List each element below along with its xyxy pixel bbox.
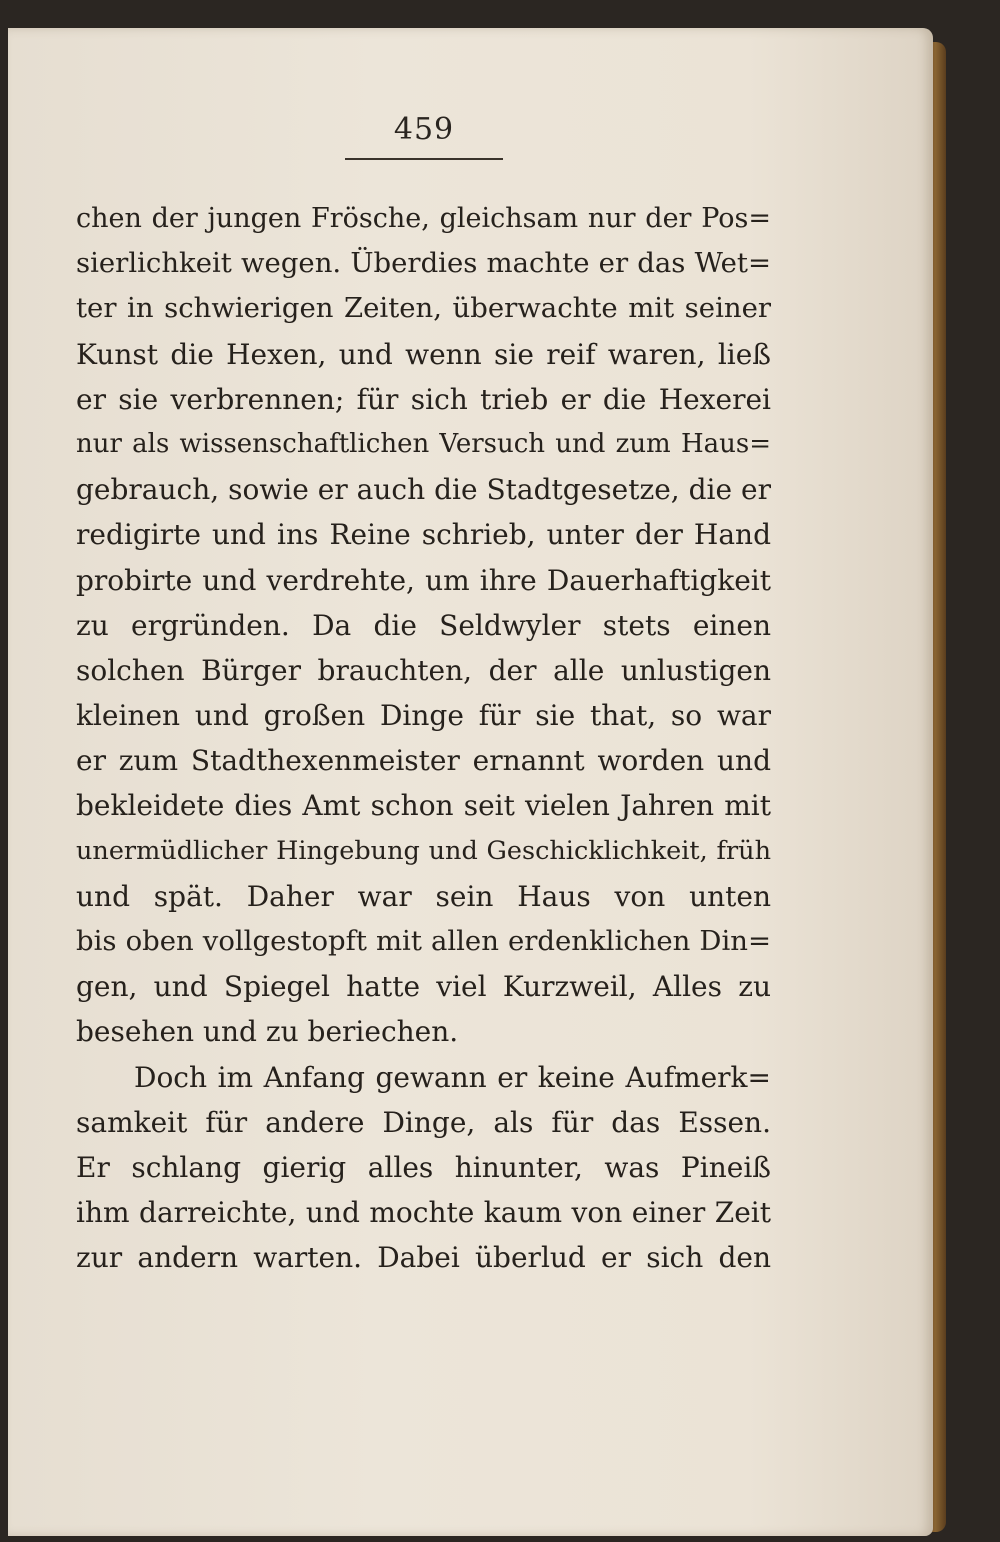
text-line: zu ergründen. Da die Seldwyler stets einen <box>76 608 771 642</box>
text-line: Er schlang gierig alles hinunter, was Pineiß <box>76 1150 771 1184</box>
text-line: Doch im Anfang gewann er keine Aufmerk= <box>134 1060 771 1094</box>
text-line: bis oben vollgestopft mit allen erdenklichen Din= <box>76 925 771 957</box>
text-line: er sie verbrennen; für sich trieb er die Hexerei <box>76 382 771 416</box>
text-line: redigirte und ins Reine schrieb, unter der Hand <box>76 518 771 552</box>
text-line: bekleidete dies Amt schon seit vielen Jahren mit <box>76 789 771 823</box>
text-line: besehen und zu beriechen. <box>76 1015 459 1049</box>
header-rule <box>345 158 503 160</box>
text-line: chen der jungen Frösche, gleichsam nur der Pos= <box>76 203 771 234</box>
text-line: er zum Stadthexenmeister ernannt worden und <box>76 744 771 778</box>
text-line: solchen Bürger brauchten, der alle unlustigen <box>76 653 771 687</box>
text-line: kleinen und großen Dinge für sie that, so war <box>76 699 771 733</box>
text-line: Kunst die Hexen, und wenn sie reif waren, ließ <box>76 337 771 371</box>
text-line: nur als wissenschaftlichen Versuch und zum Haus= <box>76 428 771 459</box>
page-number: 459 <box>393 112 455 147</box>
body-text <box>76 196 771 1281</box>
text-line: und spät. Daher war sein Haus von unten <box>76 879 771 913</box>
text-line: probirte und verdrehte, um ihre Dauerhaftigkeit <box>76 563 771 597</box>
text-line: unermüdlicher Hingebung und Geschicklichkeit, früh <box>76 835 771 866</box>
text-line: gen, und Spiegel hatte viel Kurzweil, Alles zu <box>76 970 771 1004</box>
text-line: ihm darreichte, und mochte kaum von einer Zeit <box>76 1196 771 1230</box>
text-line: ter in schwierigen Zeiten, überwachte mit seiner <box>76 292 771 325</box>
text-line: zur andern warten. Dabei überlud er sich den <box>76 1241 771 1275</box>
text-line: samkeit für andere Dinge, als für das Essen. <box>76 1105 771 1139</box>
text-line: sierlichkeit wegen. Überdies machte er das Wet= <box>76 247 771 280</box>
text-line: gebrauch, sowie er auch die Stadtgesetze, die er <box>76 473 771 507</box>
